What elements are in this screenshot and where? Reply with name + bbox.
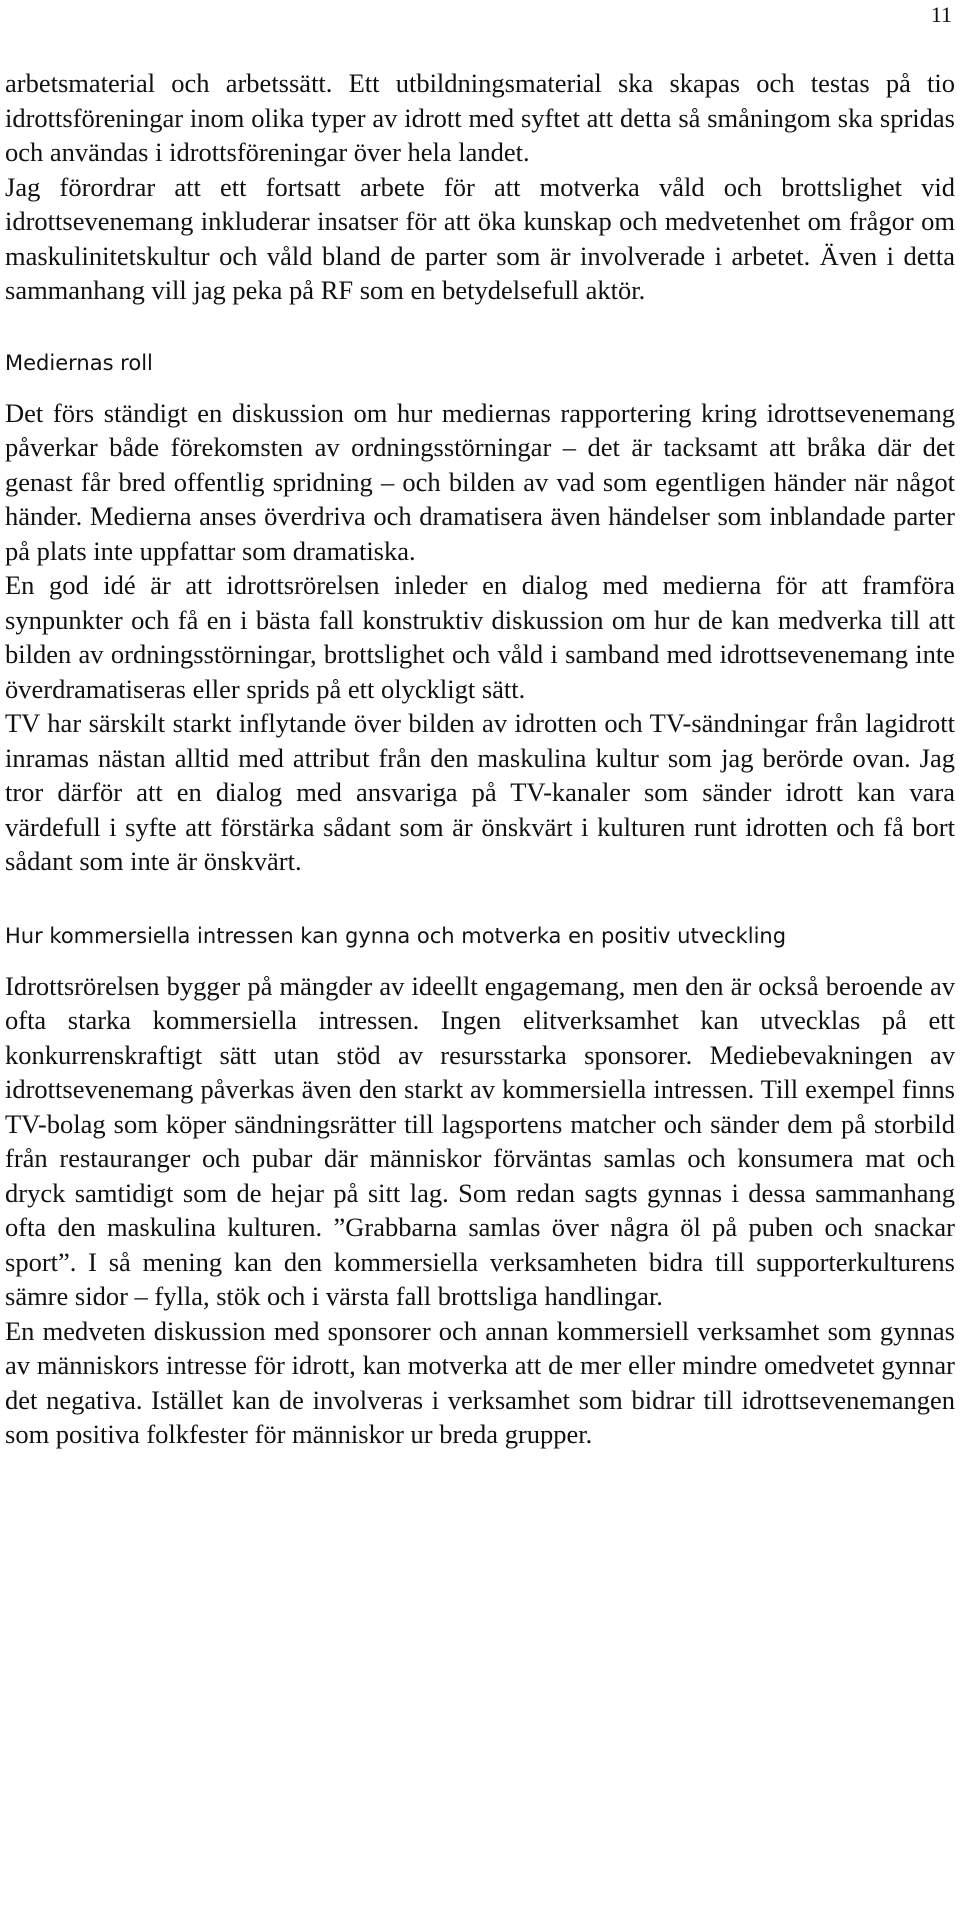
paragraph-mediernas-1: Det förs ständigt en diskussion om hur mediernas rapportering kring idrottsevenemang påverkar både förekomsten av ordningsstörningar – det är tacksamt att bråka där det genast får bred offentlig spridning – och bilden av vad som egentligen händer när något händer. Medierna anses överdriva och dramatisera även händelser som inblandade parter på plats inte uppfattar som dramatiska.: [5, 397, 955, 566]
paragraph-kommersiella-1: Idrottsrörelsen bygger på mängder av ideellt engagemang, men den är också beroende av ofta starka kommersiella intressen. Ingen elitverksamhet kan utvecklas på ett konkurrenskraftigt sätt utan stöd av resursstarka sponsorer. Mediebevakningen av idrottsevenemang påverkas även den starkt av kommersiella intressen. Till exempel finns TV-bolag som köper sändningsrätter till lagsportens matcher och sänder dem på storbild från restauranger och pubar där människor förväntas samlas och konsumera mat och dryck samtidigt som de hejar på sitt lag. Som redan sagts gynnas i dessa sammanhang ofta den maskulina kulturen. ”Grabbarna samlas över några öl på puben och snackar sport”. I så mening kan den kommersiella verksamheten bidra till supporterkulturens sämre sidor – fylla, stök och i värsta fall brottsliga handlingar.: [5, 970, 955, 1311]
paragraph-kommersiella-2: En medveten diskussion med sponsorer och annan kommersiell verksamhet som gynnas av människors intresse för idrott, kan motverka att de mer eller mindre omedvetet gynnar det negativa. Istället kan de involveras i verksamhet som bidrar till idrottsevenemangen som positiva folkfester för människor ur breda grupper.: [5, 1315, 955, 1449]
paragraph-intro-recommendation: Jag förordrar att ett fortsatt arbete för att motverka våld och brottslighet vid idrottsevenemang inkluderar insatser för att öka kunskap och medvetenhet om frågor om maskulinitetskultur och våld bland de parter som är involverade i arbetet. Även i detta sammanhang vill jag peka på RF som en betydelsefull aktör.: [5, 171, 955, 305]
paragraph-mediernas-3: TV har särskilt starkt inflytande över bilden av idrotten och TV-sändningar från lagidrott inramas nästan alltid med attribut från den maskulina kultur som jag berörde ovan. Jag tror därför att en dialog med ansvariga på TV-kanaler som sänder idrott kan vara värdefull i syfte att förstärka sådant som är önskvärt i kulturen runt idrotten och få bort sådant som inte är önskvärt.: [5, 708, 955, 876]
section-heading-mediernas-roll: Mediernas roll: [5, 350, 153, 375]
document-body: [5, 66, 955, 1452]
paragraph-intro-continued: arbetsmaterial och arbetssätt. Ett utbildningsmaterial ska skapas och testas på tio idrottsföreningar inom olika typer av idrott med syftet att detta så småningom ska spridas och användas i idrottsföreningar över hela landet.: [5, 68, 955, 167]
section-heading-kommersiella-intressen: Hur kommersiella intressen kan gynna och motverka en positiv utveckling: [5, 923, 787, 948]
paragraph-mediernas-2: En god idé är att idrottsrörelsen inleder en dialog med medierna för att framföra synpunkter och få en i bästa fall konstruktiv diskussion om hur de kan medverka till att bilden av ordningsstörningar, brottslighet och våld i samband med idrottsevenemang inte överdramatiseras eller sprids på ett olyckligt sätt.: [5, 570, 955, 704]
page-number: 11: [930, 2, 952, 27]
